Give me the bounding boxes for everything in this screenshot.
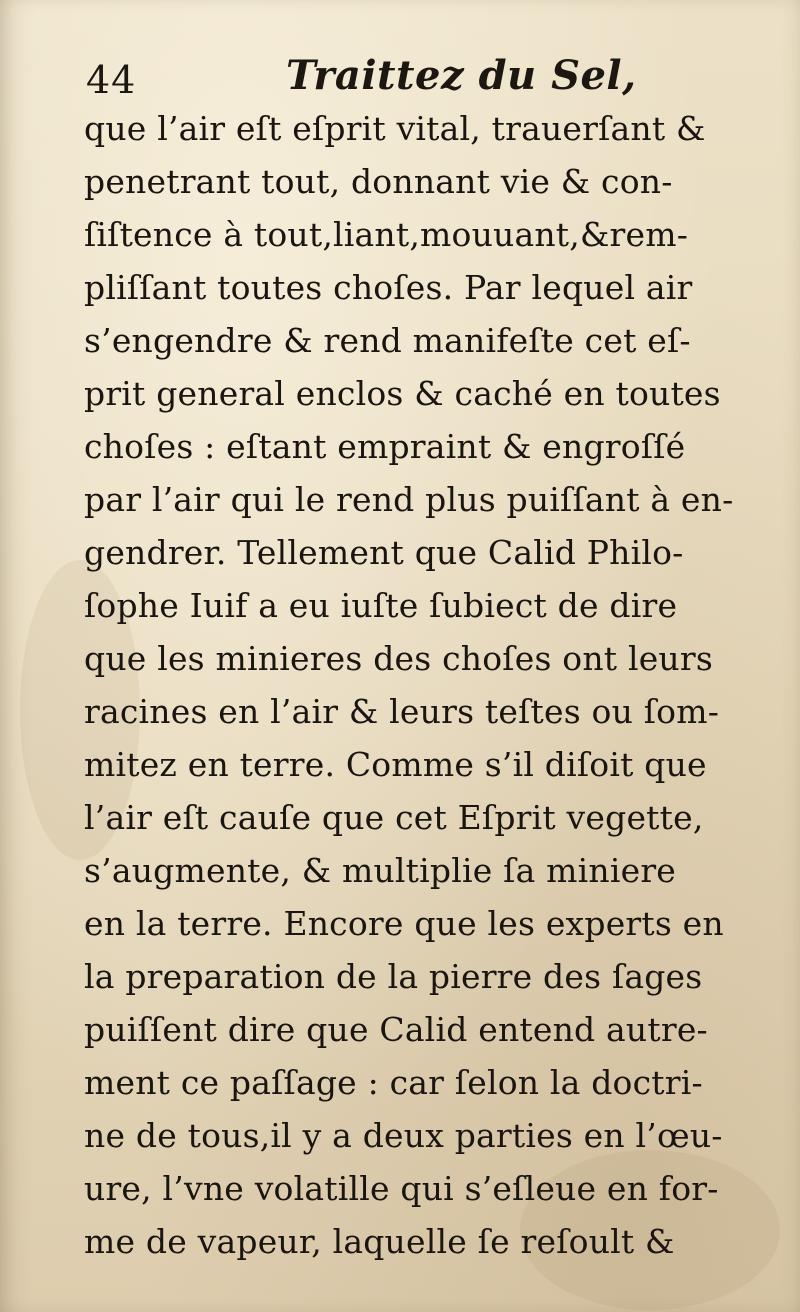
text-line: la preparation de la pierre des ſages xyxy=(84,957,703,996)
text-line: ne de tous,il y a deux parties en l’œu- xyxy=(84,1116,723,1155)
text-line: mitez en terre. Comme s’il diſoit que xyxy=(84,745,707,784)
text-line: en la terre. Encore que les experts en xyxy=(84,904,724,943)
text-line: que les minieres des choſes ont leurs xyxy=(84,639,713,678)
text-line: choſes : eſtant emprаint & engroſſé xyxy=(84,427,686,466)
text-line: ment ce paſſage : car ſelon la doctri- xyxy=(84,1063,703,1102)
text-line: puiſſent dire que Calid entend autre- xyxy=(84,1010,708,1049)
text-line: ſiſtence à tout,liant,mouuant,&rem- xyxy=(84,215,689,254)
text-line: ſophe Iuif a eu iuſte ſubiect de dire xyxy=(84,586,678,625)
text-line: s’augmente, & multiplie ſa miniere xyxy=(84,851,677,890)
page-header xyxy=(86,48,706,108)
text-line: gendrer. Tellement que Calid Philo- xyxy=(84,533,684,572)
text-line: penetrant tout, donnant vie & con- xyxy=(84,162,673,201)
text-line: ure, l’vne volatille qui s’eſleue en for- xyxy=(84,1169,719,1208)
text-line: pliſſant toutes choſes. Par lequel air xyxy=(84,268,693,307)
text-line: que l’air eſt eſprit vital, trauerſant & xyxy=(84,109,706,148)
text-line: s’engendre & rend manifeſte cet eſ- xyxy=(84,321,691,360)
running-title: Traittez du Sel, xyxy=(286,52,637,99)
text-line: prit general enclos & caché en toutes xyxy=(84,374,721,413)
text-line: l’air eſt cauſe que cet Eſprit vegette, xyxy=(84,798,704,837)
text-line: me de vapeur, laquelle ſe reſoult & xyxy=(84,1222,675,1261)
body-text xyxy=(84,102,734,1268)
text-line: par l’air qui le rend plus puiſſant à en- xyxy=(84,480,734,519)
page-number: 44 xyxy=(86,58,137,102)
text-line: racines en l’air & leurs teſtes ou ſom- xyxy=(84,692,720,731)
